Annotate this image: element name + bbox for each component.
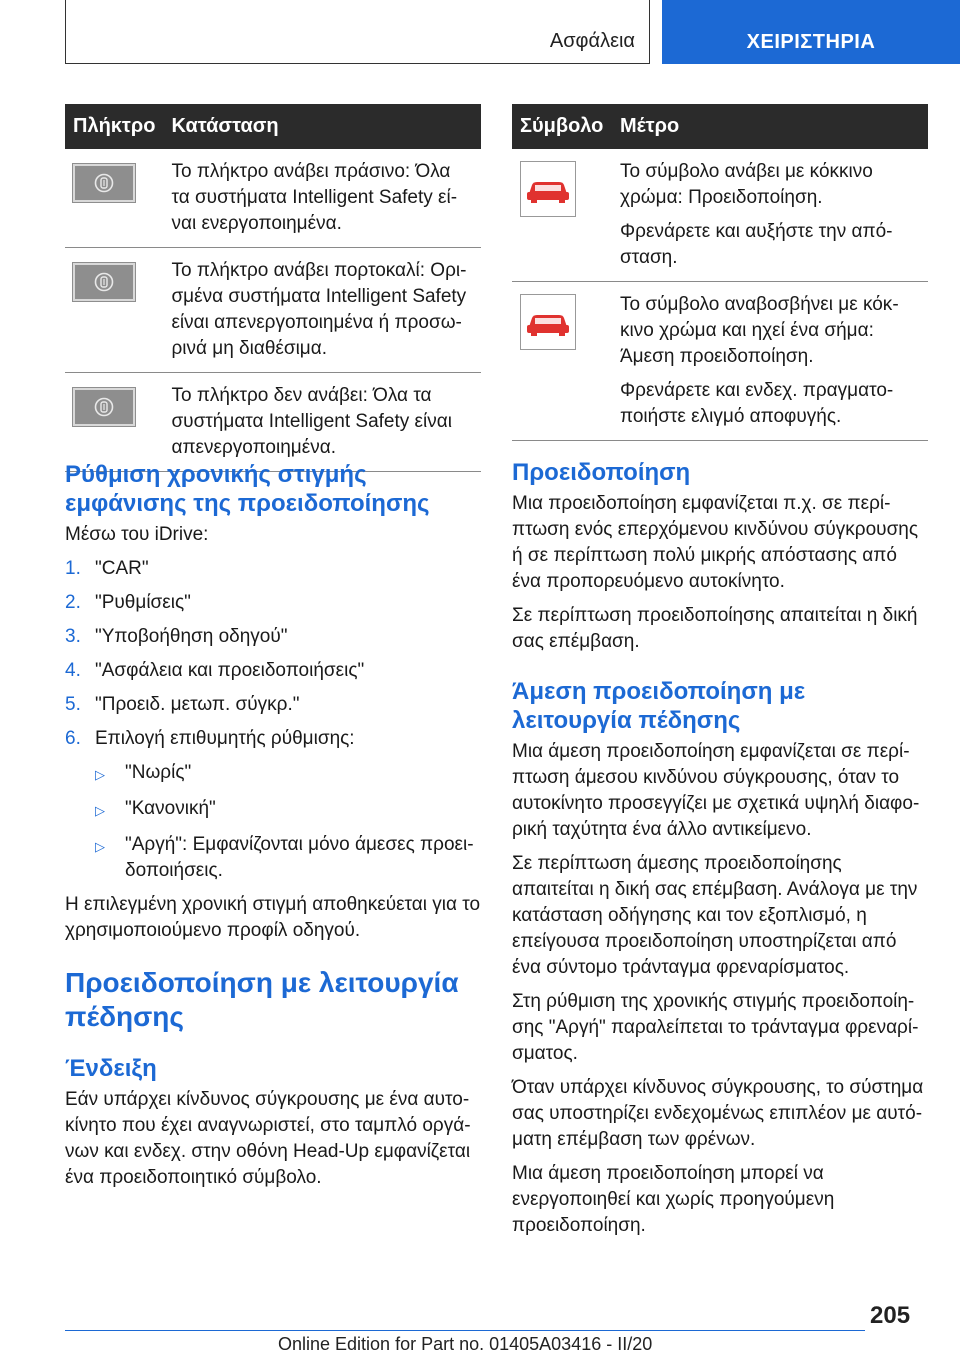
symbol-action-table (512, 104, 928, 441)
left-column (65, 460, 481, 1199)
red-car-warning-icon (520, 294, 576, 350)
triangle-bullet-icon: ▷ (95, 803, 105, 818)
heading-warning-timing: Ρύθμιση χρονικής στιγμής εμφάνισης της προειδοποίησης (65, 461, 430, 517)
idrive-steps-list (65, 556, 481, 752)
idrive-intro: Μέσω του iDrive: (65, 524, 209, 545)
header-chapter-tab[interactable] (662, 0, 960, 64)
list-item: 5. "Προειδ. μετωπ. σύγκρ." (65, 694, 300, 715)
header-section-box (65, 0, 650, 64)
red-car-warning-icon (520, 161, 576, 217)
column-header-status: Κατάσταση (163, 104, 481, 149)
table-row (512, 149, 928, 282)
table-row (65, 373, 481, 472)
list-item: ▷ "Νωρίς" (95, 760, 481, 788)
heading-acute-warning: Άμεση προειδοποίηση με λειτουργία πέδησης (512, 678, 806, 734)
column-header-action: Μέτρο (612, 104, 928, 149)
heading-braking-warning: Προειδοποίηση με λειτουργία πέδησης (65, 967, 459, 1032)
footer-edition: Online Edition for Part no. 01405A03416 - II/20 (278, 1334, 653, 1354)
header-chapter-title: ΧΕΙΡΙΣΤΗΡΙΑ (746, 31, 876, 53)
triangle-bullet-icon: ▷ (95, 767, 105, 782)
button-status-table (65, 104, 481, 472)
list-item: 2. "Ρυθμίσεις" (65, 592, 191, 613)
table-cell-action-text: Φρενάρετε και αυξήστε την απόσταση. (620, 221, 893, 268)
right-column (512, 458, 928, 1247)
table-header-row (512, 104, 928, 149)
acute-text-5: Μια άμεση προειδοποίηση μπορεί να ενεργοποιηθεί και χωρίς προηγούμενη προειδοποίηση. (512, 1163, 835, 1236)
list-item: 4. "Ασφάλεια και προειδοποιήσεις" (65, 660, 365, 681)
saved-profile-note: Η επιλεγμένη χρονική στιγμή αποθηκεύεται για το χρησιμοποιούμενο προφίλ οδηγού. (65, 894, 481, 941)
table-row (512, 282, 928, 441)
table-cell-action-text: Το σύμβολο αναβοσβήνει με κόκκινο χρώμα και ηχεί ένα σήμα: Άμεση προειδοποίηση. (620, 294, 899, 367)
heading-display: Ένδειξη (65, 1055, 157, 1082)
intelligent-safety-button-icon (73, 388, 135, 426)
table-cell-status: Το πλήκτρο ανάβει πράσινο: Όλα τα συστήματα Intelligent Safety είναι ενεργοποιημένα. (163, 149, 481, 248)
table-row (65, 149, 481, 248)
table-cell-action-text: Το σύμβολο ανάβει με κόκκινο χρώμα: Προειδοποίηση. (620, 161, 873, 208)
list-item: 3. "Υποβοήθηση οδηγού" (65, 626, 288, 647)
footer-divider (65, 1330, 865, 1331)
table-header-row (65, 104, 481, 149)
warning-text-2: Σε περίπτωση προειδοποίησης απαιτείται η δική σας επέμβαση. (512, 605, 918, 652)
column-header-button: Πλήκτρο (65, 104, 163, 149)
acute-text-1: Μια άμεση προειδοποίηση εμφανίζεται σε περίπτωση άμεσου κινδύνου σύγκρουσης, όταν το αυτοκίνητο προσεγγίζει με σχετικά υψηλή διαφορική ταχύτητα ένα άλλο αντικείμενο. (512, 741, 920, 840)
list-item: 1. "CAR" (65, 558, 149, 579)
warning-text-1: Μια προειδοποίηση εμφανίζεται π.χ. σε περίπτωση ενός επερχόμενου κινδύνου σύγκρουσης ή σε περίπτωση πολύ μικρής απόστασης από ένα προπορευόμενο αυτοκίνητο. (512, 493, 919, 592)
heading-warning: Προειδοποίηση (512, 459, 691, 486)
page-number: 205 (870, 1302, 911, 1329)
acute-text-2: Σε περίπτωση άμεσης προειδοποίησης απαιτείται η δική σας επέμβαση. Ανάλογα με την κατάσταση οδήγησης και τον εξοπλισμό, η επείγουσα προειδοποίηση υποστηρίζεται από ένα σύντομο τράνταγμα φρεναρίσματος. (512, 853, 918, 978)
intelligent-safety-button-icon (73, 164, 135, 202)
header-section-title: Ασφάλεια (549, 30, 635, 52)
acute-text-4: Όταν υπάρχει κίνδυνος σύγκρουσης, το σύστημα σας υποστηρίζει ενδεχομένως επιπλέον με αυτόματη επέμβαση των φρένων. (512, 1077, 924, 1150)
acute-text-3: Στη ρύθμιση της χρονικής στιγμής προειδοποίησης "Αργή" παραλείπεται το τράνταγμα φρεναρίσματος. (512, 991, 919, 1064)
display-text: Εάν υπάρχει κίνδυνος σύγκρουσης με ένα αυτοκίνητο που έχει αναγνωριστεί, στο ταμπλό οργάνων και ενδεχ. στην οθόνη Head-Up εμφανίζεται ένα προειδοποιητικό σύμβολο. (65, 1089, 471, 1188)
list-item: ▷ "Κανονική" (95, 796, 481, 824)
triangle-bullet-icon: ▷ (95, 839, 105, 854)
intelligent-safety-button-icon (73, 263, 135, 301)
list-item: 6. Επιλογή επιθυμητής ρύθμισης: (65, 728, 355, 749)
list-item: ▷ "Αργή": Εμφανίζονται μόνο άμεσες προειδοποιήσεις. (95, 832, 481, 884)
table-cell-status: Το πλήκτρο δεν ανάβει: Όλα τα συστήματα Intelligent Safety είναι απενεργοποιημένα. (163, 373, 481, 472)
table-row (65, 248, 481, 373)
table-cell-action-text: Φρενάρετε και ενδεχ. πραγματοποιήστε ελιγμό αποφυγής. (620, 380, 894, 427)
timing-options-list (95, 760, 481, 884)
column-header-symbol: Σύμβολο (512, 104, 612, 149)
table-cell-status: Το πλήκτρο ανάβει πορτοκαλί: Ορισμένα συστήματα Intelligent Safety είναι απενεργοποιημένα ή προσωρινά μη διαθέσιμα. (163, 248, 481, 373)
